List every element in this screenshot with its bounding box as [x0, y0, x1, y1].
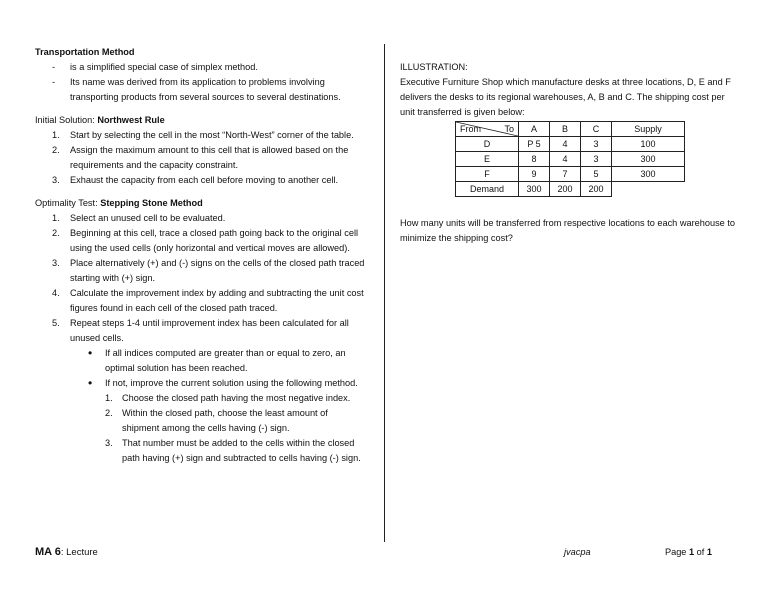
- table-cell: 4: [550, 152, 581, 167]
- improvement-steps: [105, 391, 365, 466]
- table-cell: 100: [612, 137, 685, 152]
- column-header: Supply: [612, 122, 685, 137]
- column-header: C: [581, 122, 612, 137]
- course-code: MA 6: [35, 546, 61, 558]
- table-cell: 8: [519, 152, 550, 167]
- page-title: Transportation Method: [35, 47, 135, 57]
- list-item: 1. Select an unused cell to be evaluated.: [52, 213, 226, 223]
- initial-method-name: Northwest Rule: [97, 115, 165, 125]
- footer-course: [35, 545, 98, 560]
- optimality-test-title: [35, 196, 365, 211]
- table-row: [456, 152, 685, 167]
- table-cell: 9: [519, 167, 550, 182]
- to-label: To: [504, 124, 514, 134]
- list-item: 2. Beginning at this cell, trace a closed path going back to the original cell using the used cells (only horizontal and vertical moves are allowed).: [52, 228, 359, 253]
- list-item: 2. Assign the maximum amount to this cell that is allowed based on the requirements and the capacity constraint.: [52, 145, 349, 170]
- table-cell: 7: [550, 167, 581, 182]
- course-suffix: : Lecture: [60, 547, 98, 558]
- row-label: F: [456, 167, 519, 182]
- column-divider: [384, 44, 385, 542]
- table-cell: 3: [581, 152, 612, 167]
- illustration-title: ILLUSTRATION:: [400, 62, 468, 72]
- intro-item: - is a simplified special case of simplex method.: [35, 60, 365, 75]
- optimality-prefix: Optimality Test:: [35, 198, 101, 208]
- column-header: A: [519, 122, 550, 137]
- row-label: E: [456, 152, 519, 167]
- optimality-test-section: [35, 196, 365, 466]
- row-label: D: [456, 137, 519, 152]
- list-item: 4. Calculate the improvement index by adding and subtracting the unit cost figures found in each cell of the closed path traced.: [52, 288, 364, 313]
- table-cell: 200: [581, 182, 612, 197]
- table-cell: 300: [612, 152, 685, 167]
- result-bullets: [70, 346, 365, 466]
- table-cell: 4: [550, 137, 581, 152]
- initial-prefix: Initial Solution:: [35, 115, 98, 125]
- footer-author: jvacpa: [564, 547, 591, 557]
- initial-solution-title: [35, 113, 365, 128]
- table-cell: 300: [612, 167, 685, 182]
- table-row: [456, 167, 685, 182]
- shipping-cost-table: [455, 121, 685, 197]
- table-row: [456, 137, 685, 152]
- row-label: Demand: [456, 182, 519, 197]
- from-to-header: [456, 122, 519, 137]
- left-column: [35, 43, 365, 466]
- bullet-item: • If not, improve the current solution using the following method. 1. Choose the closed path having the most negative index. 2. Within the closed path, choose the least amount of shipment among the cells having (-) sign. 3. That number must be added to the cells within the closed path having (+) sign and subtracted to cells having (-) sign.: [35, 376, 365, 466]
- illustration-body: Executive Furniture Shop which manufacture desks at three locations, D, E and F delivers the desks to its regional warehouses, A, B and C. The shipping cost per unit transferred is given below:: [400, 77, 731, 117]
- optimality-steps: [35, 211, 365, 466]
- column-header: B: [550, 122, 581, 137]
- table-cell: 200: [550, 182, 581, 197]
- table-cell: 300: [519, 182, 550, 197]
- list-item: 3. Place alternatively (+) and (-) signs on the cells of the closed path traced starting with (+) sign.: [52, 258, 365, 283]
- list-item: 3. That number must be added to the cells within the closed path having (+) sign and subtracted to cells having (-) sign.: [105, 438, 361, 463]
- list-item: 2. Within the closed path, choose the least amount of shipment among the cells having (-) sign.: [105, 408, 328, 433]
- initial-solution-section: [35, 113, 365, 188]
- list-item: 1. Choose the closed path having the most negative index.: [105, 393, 351, 403]
- right-column: [400, 43, 735, 246]
- table-cell: P 5: [519, 137, 550, 152]
- list-item: 1. Start by selecting the cell in the most “North-West” corner of the table.: [52, 130, 354, 140]
- list-item: 5. Repeat steps 1-4 until improvement index has been calculated for all unused cells. • If all indices computed are greater than or equal to zero, an optimal solution has been reached. • If not, improve the current solution using the following method. 1. Choose the closed path having the most negative index. 2. Within the closed path, choose the least amount of shipment among the cells having (-) sign. 3. That number must be added to the cells within the closed path having (+) sign and subtracted to cells having (-) sign.: [35, 316, 365, 466]
- page-footer: [35, 545, 712, 561]
- initial-steps: [35, 128, 365, 188]
- from-label: From: [460, 124, 481, 134]
- intro-item: - Its name was derived from its application to problems involving transporting products from several sources to several destinations.: [35, 75, 365, 105]
- list-item: 3. Exhaust the capacity from each cell before moving to another cell.: [52, 175, 339, 185]
- table-cell: 5: [581, 167, 612, 182]
- table-cell: [612, 182, 685, 197]
- table-row: [456, 182, 685, 197]
- bullet-item: • If all indices computed are greater than or equal to zero, an optimal solution has been reached.: [35, 346, 365, 376]
- optimality-method-name: Stepping Stone Method: [100, 198, 203, 208]
- question-text: How many units will be transferred from respective locations to each warehouse to minimize the shipping cost?: [400, 218, 735, 243]
- table-header-row: [456, 122, 685, 137]
- page-number: Page 1 of 1: [664, 547, 712, 557]
- intro-list: [35, 60, 365, 105]
- table-cell: 3: [581, 137, 612, 152]
